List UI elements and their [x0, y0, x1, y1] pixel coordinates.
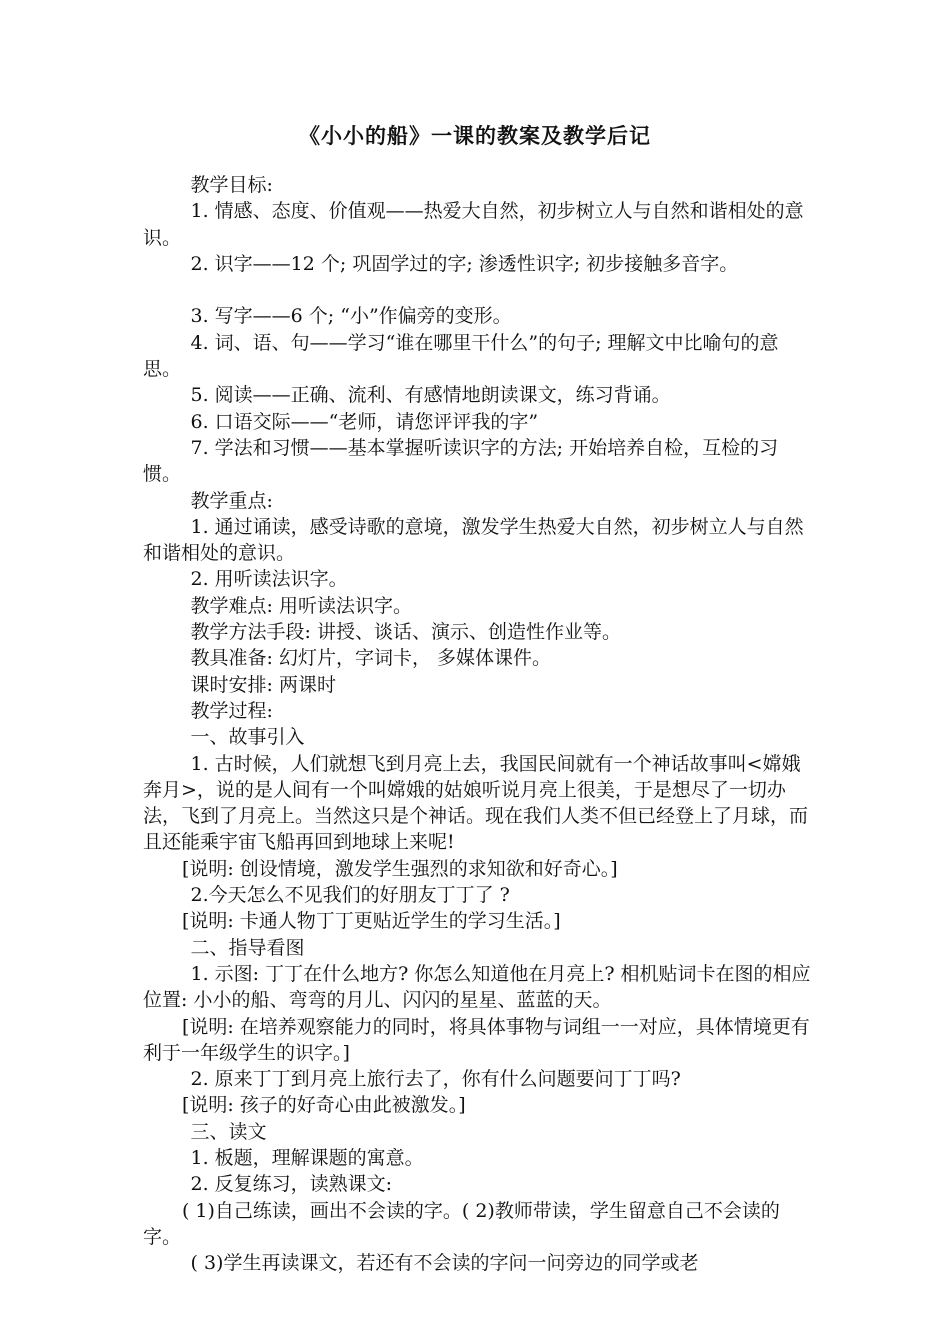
paragraph: 2. 反复练习，读熟课文:: [190, 1173, 393, 1196]
section-heading: 一、故事引入: [190, 726, 305, 749]
paragraph: ( 3)学生再读课文，若还有不会读的字问一问旁边的同学或老: [190, 1252, 699, 1275]
paragraph: 2.今天怎么不见我们的好朋友丁丁了 ?: [190, 884, 510, 907]
paragraph: 1. 示图: 丁丁在什么地方? 你怎么知道他在月亮上? 相机贴词卡在图的相应位置: 小小的船、弯弯的月儿、闪闪的星星、蓝蓝的天。: [143, 962, 811, 1012]
paragraph: 7. 学法和习惯——基本掌握听读识字的方法; 开始培养自检，互检的习惯。: [143, 436, 779, 486]
paragraph: 教学过程:: [190, 699, 273, 722]
note-paragraph: [说明: 卡通人物丁丁更贴近学生的学习生活。]: [181, 910, 561, 933]
document-title: 《小小的船》一课的教案及教学后记: [299, 123, 651, 148]
section-heading: 二、指导看图: [190, 936, 305, 959]
paragraph: 1. 古时候，人们就想飞到月亮上去，我国民间就有一个神话故事叫<嫦娥奔月>，说的是人间有一个叫嫦娥的姑娘听说月亮上很美，于是想尽了一切办法，飞到了月亮上。当然这只是个神话。现在我们人类不但已经登上了月球，而且还能乘宇宙飞船再回到地球上来呢!: [143, 752, 809, 854]
document-body: [143, 172, 815, 1276]
paragraph: 1. 板题，理解课题的寓意。: [190, 1146, 424, 1169]
paragraph: 2. 识字——12 个; 巩固学过的字; 渗透性识字; 初步接触多音字。: [190, 252, 739, 275]
paragraph: 2. 原来丁丁到月亮上旅行去了，你有什么问题要问丁丁吗?: [190, 1068, 681, 1091]
paragraph: 教学方法手段: 讲授、谈话、演示、创造性作业等。: [190, 621, 621, 644]
paragraph: 教具准备: 幻灯片，字词卡， 多媒体课件。: [190, 647, 551, 670]
paragraph: 教学难点: 用听读法识字。: [190, 594, 412, 617]
note-paragraph: [说明: 在培养观察能力的同时，将具体事物与词组一一对应，具体情境更有利于一年级学生的识字。]: [143, 1015, 810, 1064]
section-heading: 三、读文: [190, 1120, 267, 1143]
paragraph: 2. 用听读法识字。: [190, 568, 348, 591]
paragraph: 教学目标:: [190, 174, 273, 196]
paragraph: 教学重点:: [190, 489, 273, 512]
paragraph: ( 1)自己练读，画出不会读的字。( 2)教师带读，学生留意自己不会读的字。: [143, 1199, 780, 1248]
paragraph: 3. 写字——6 个; “小”作偏旁的变形。: [190, 305, 512, 328]
note-paragraph: [说明: 创设情境，激发学生强烈的求知欲和好奇心。]: [181, 857, 618, 880]
blank-line: [143, 277, 815, 303]
paragraph: 1. 情感、态度、价值观——热爱大自然，初步树立人与自然和谐相处的意识。: [143, 200, 804, 249]
paragraph: 5. 阅读——正确、流利、有感情地朗读课文，练习背诵。: [190, 384, 671, 407]
note-paragraph: [说明: 孩子的好奇心由此被激发。]: [181, 1094, 466, 1117]
paragraph: 课时安排: 两课时: [190, 673, 336, 696]
paragraph: 4. 词、语、句——学习“谁在哪里干什么”的句子; 理解文中比喻句的意思。: [143, 331, 779, 381]
paragraph: 1. 通过诵读，感受诗歌的意境，激发学生热爱大自然，初步树立人与自然和谐相处的意识。: [143, 515, 804, 565]
paragraph: 6. 口语交际——“老师，请您评评我的字”: [190, 410, 539, 433]
